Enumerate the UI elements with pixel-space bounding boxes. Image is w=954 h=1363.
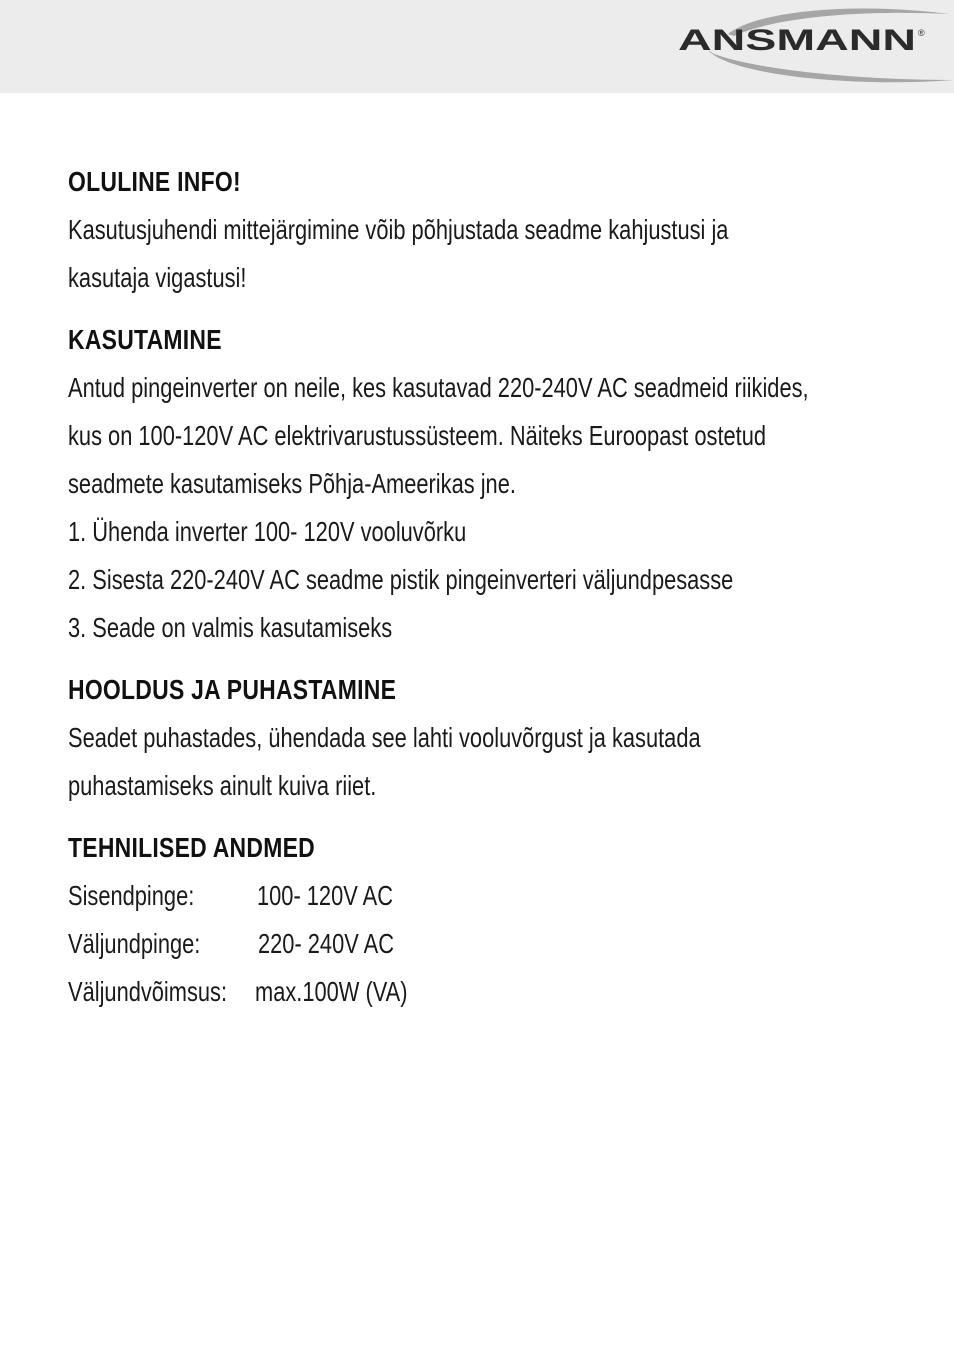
info-line: kasutaja vigastusi! — [68, 262, 247, 293]
maintenance-line: Seadet puhastades, ühendada see lahti vooluvõrgust ja kasutada — [68, 722, 701, 753]
section-technical-data — [68, 824, 928, 1016]
section-usage — [68, 316, 928, 652]
ansmann-logo — [668, 4, 954, 86]
logo-registered-mark: ® — [918, 28, 925, 38]
usage-step: 3. Seade on valmis kasutamiseks — [68, 612, 393, 643]
spec-value: max.100W (VA) — [255, 976, 408, 1007]
spec-label: Väljundvõimsus: — [68, 976, 228, 1007]
section-important-info — [68, 158, 928, 302]
spec-label: Väljundpinge: — [68, 928, 201, 959]
usage-step: 2. Sisesta 220-240V AC seadme pistik pingeinverteri väljundpesasse — [68, 564, 734, 595]
usage-step: 1. Ühenda inverter 100- 120V vooluvõrku — [68, 516, 467, 547]
heading-maintenance: HOOLDUS JA PUHASTAMINE — [68, 674, 397, 705]
spec-row-output-power — [68, 968, 928, 1016]
usage-line: seadmete kasutamiseks Põhja-Ameerikas jne. — [68, 468, 516, 499]
spec-row-output-voltage — [68, 920, 928, 968]
heading-usage: KASUTAMINE — [68, 324, 222, 355]
spec-value: 220- 240V AC — [258, 928, 394, 959]
section-maintenance — [68, 666, 928, 810]
usage-line: Antud pingeinverter on neile, kes kasutavad 220-240V AC seadmeid riikides, — [68, 372, 809, 403]
usage-line: kus on 100-120V AC elektrivarustussüsteem. Näiteks Euroopast ostetud — [68, 420, 767, 451]
logo-wordmark: ANSMANN — [678, 24, 916, 57]
spec-label: Sisendpinge: — [68, 880, 195, 911]
heading-technical-data: TEHNILISED ANDMED — [68, 832, 315, 863]
info-line: Kasutusjuhendi mittejärgimine võib põhjustada seadme kahjustusi ja — [68, 214, 729, 245]
heading-important-info: OLULINE INFO! — [68, 166, 241, 197]
maintenance-line: puhastamiseks ainult kuiva riiet. — [68, 770, 377, 801]
spec-row-input-voltage — [68, 872, 928, 920]
spec-value: 100- 120V AC — [257, 880, 393, 911]
document-body — [68, 158, 928, 1030]
